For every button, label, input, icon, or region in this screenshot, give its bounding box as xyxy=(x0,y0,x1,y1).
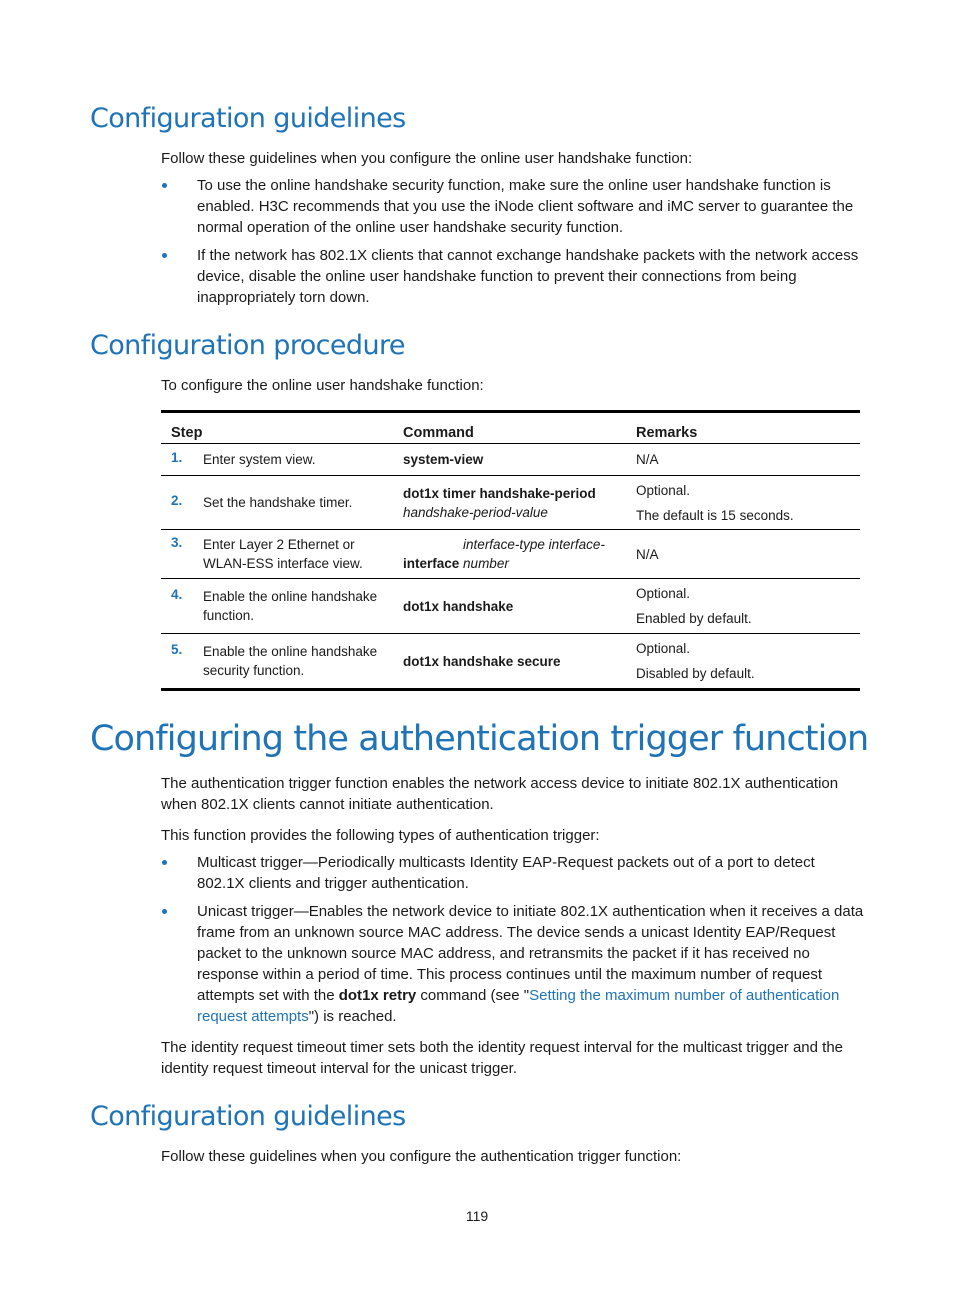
section-title-guidelines: Configuration guidelines xyxy=(90,1101,406,1132)
trigger-paragraph: This function provides the following types of authentication trigger: xyxy=(161,827,600,844)
procedure-intro: To configure the online user handshake function: xyxy=(161,377,484,394)
table-bottom-rule xyxy=(161,688,860,691)
step-number: 2. xyxy=(171,493,183,508)
list-item-text: Multicast trigger—Periodically multicasts Identity EAP-Request packets out of a port to detect 802.1X clients and trigger authentication. xyxy=(197,854,815,892)
table-row xyxy=(161,476,860,530)
remark-text: Disabled by default. xyxy=(636,666,755,681)
trigger-paragraph: The identity request timeout timer sets both the identity request interval for the multicast trigger and the identity request timeout interval for the unicast trigger. xyxy=(161,1039,844,1077)
remark-text: N/A xyxy=(636,546,659,562)
bullet-icon xyxy=(162,909,167,914)
step-text: Set the handshake timer. xyxy=(203,495,353,510)
page-number: 119 xyxy=(465,1208,489,1224)
list-item xyxy=(161,901,865,1027)
table-header xyxy=(161,413,860,444)
list-item-text: Unicast trigger—Enables the network device to initiate 802.1X authentication when it receives a data frame from an unknown source MAC address. The device sends a unicast Identity EAP/Request packet to the unknown source MAC address, and retransmits the packet if it has received no response within a period of time. This process continues until the maximum number of request attempts set with the dot1x retry command (see "Setting the maximum number of authentication request attempts") is reached. xyxy=(197,903,864,1025)
command-text: interface xyxy=(403,556,460,571)
list-item xyxy=(161,852,865,894)
remark-text: The default is 15 seconds. xyxy=(636,507,794,523)
remark-text: Enabled by default. xyxy=(636,611,752,626)
table-row xyxy=(161,579,860,634)
command-text: dot1x handshake secure xyxy=(403,653,561,669)
chapter-title-trigger: Configuring the authentication trigger function xyxy=(90,719,869,759)
table-row xyxy=(161,530,860,579)
remark-text: Optional. xyxy=(636,586,691,601)
remark-text: N/A xyxy=(636,452,659,467)
guidelines-intro: Follow these guidelines when you configure the online user handshake function: xyxy=(161,150,693,167)
bullet-icon xyxy=(162,253,167,258)
step-text: Enter system view. xyxy=(203,452,316,467)
command-text: system-view xyxy=(403,452,484,467)
command-argument: interface-type interface-number xyxy=(463,537,605,571)
header-step: Step xyxy=(171,425,203,441)
command-text: dot1x handshake xyxy=(403,598,514,614)
table-row xyxy=(161,634,860,688)
list-item-text: To use the online handshake security function, make sure the online user handshake function is enabled. H3C recommends that you use the iNode client software and iMC server to guarantee the normal operation of the online user handshake security function. xyxy=(197,177,854,236)
guidelines-intro: Follow these guidelines when you configure the authentication trigger function: xyxy=(161,1148,682,1165)
step-number: 4. xyxy=(171,587,183,602)
remark-text: Optional. xyxy=(636,482,691,498)
step-text: Enter Layer 2 Ethernet or WLAN-ESS interface view. xyxy=(203,537,363,571)
step-text: Enable the online handshake security function. xyxy=(203,644,378,678)
trigger-paragraph: The authentication trigger function enables the network access device to initiate 802.1X authentication when 802.1X clients cannot initiate authentication. xyxy=(161,775,839,813)
header-command: Command xyxy=(403,425,474,441)
remark-text: Optional. xyxy=(636,641,691,656)
cross-reference-link[interactable]: Setting the maximum number of authentication request attempts xyxy=(197,987,840,1025)
section-title-guidelines: Configuration guidelines xyxy=(90,103,406,134)
inline-command: dot1x retry xyxy=(338,987,417,1004)
bullet-icon xyxy=(162,183,167,188)
step-text: Enable the online handshake function. xyxy=(203,589,378,623)
step-number: 1. xyxy=(171,450,183,465)
command-text: dot1x timer handshake-period xyxy=(403,485,596,501)
bullet-icon xyxy=(162,860,167,865)
procedure-table xyxy=(161,410,860,691)
step-number: 5. xyxy=(171,642,183,657)
step-number: 3. xyxy=(171,535,183,550)
list-item xyxy=(161,175,865,238)
header-remarks: Remarks xyxy=(636,425,698,441)
table-row xyxy=(161,444,860,476)
list-item-text: If the network has 802.1X clients that cannot exchange handshake packets with the network access device, disable the online user handshake function to prevent their connections from being inappropriately torn down. xyxy=(197,247,859,306)
command-argument: handshake-period-value xyxy=(403,504,548,520)
list-item xyxy=(161,245,865,308)
section-title-procedure: Configuration procedure xyxy=(90,330,405,361)
